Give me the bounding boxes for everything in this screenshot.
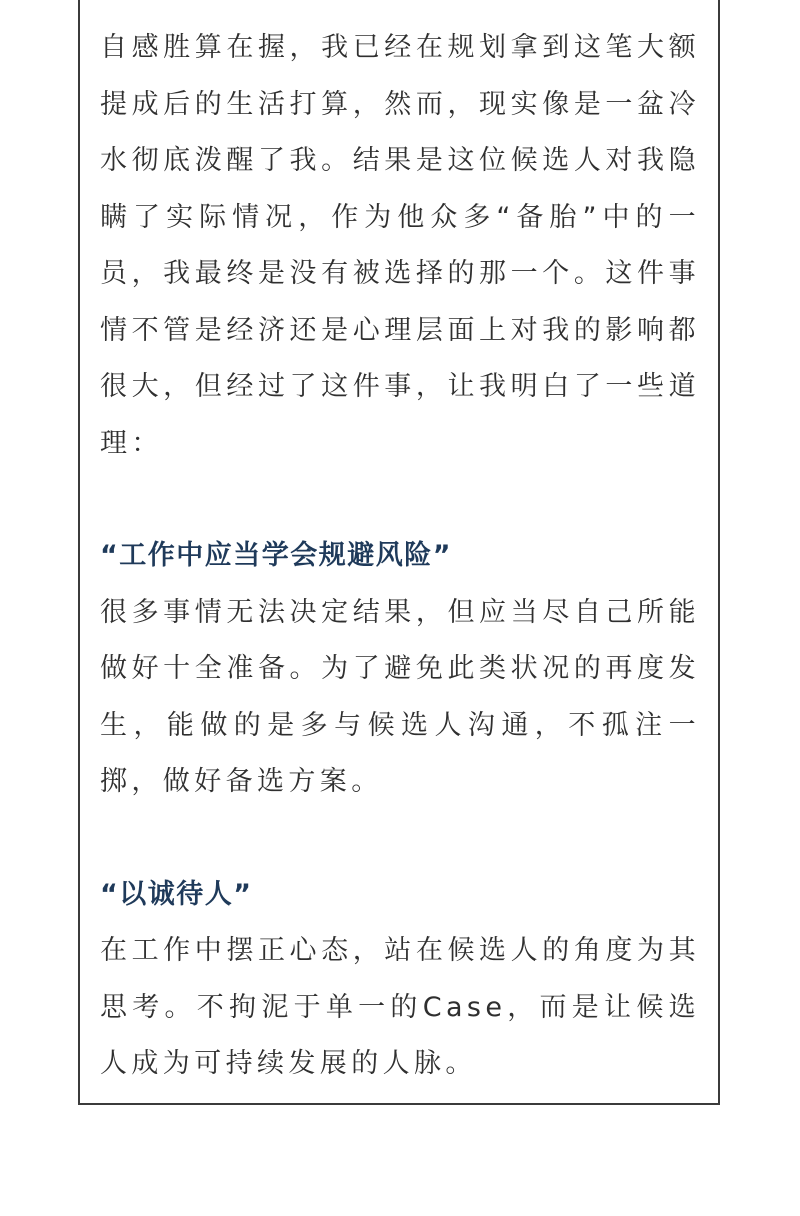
- section-spacer: [100, 811, 700, 867]
- section-heading-sincerity: “以诚待人”: [100, 878, 253, 910]
- section-heading-risk: “工作中应当学会规避风险”: [100, 540, 452, 571]
- sincerity-paragraph: 在工作中摆正心态，站在候选人的角度为其思考。不拘泥于单一的Case，而是让候选人成为可持续发展的人脉。: [100, 935, 700, 1079]
- article-body: [100, 20, 700, 1093]
- intro-paragraph: 自感胜算在握，我已经在规划拿到这笔大额提成后的生活打算，然而，现实像是一盆冷水彻底泼醒了我。结果是这位候选人对我隐瞒了实际情况，作为他众多“备胎”中的一员，我最终是没有被选择的那一个。这件事情不管是经济还是心理层面上对我的影响都很大，但经过了这件事，让我明白了一些道理：: [100, 32, 700, 459]
- risk-paragraph: 很多事情无法决定结果，但应当尽自己所能做好十全准备。为了避免此类状况的再度发生，能做的是多与候选人沟通，不孤注一掷，做好备选方案。: [100, 596, 700, 797]
- section-spacer: [100, 472, 700, 528]
